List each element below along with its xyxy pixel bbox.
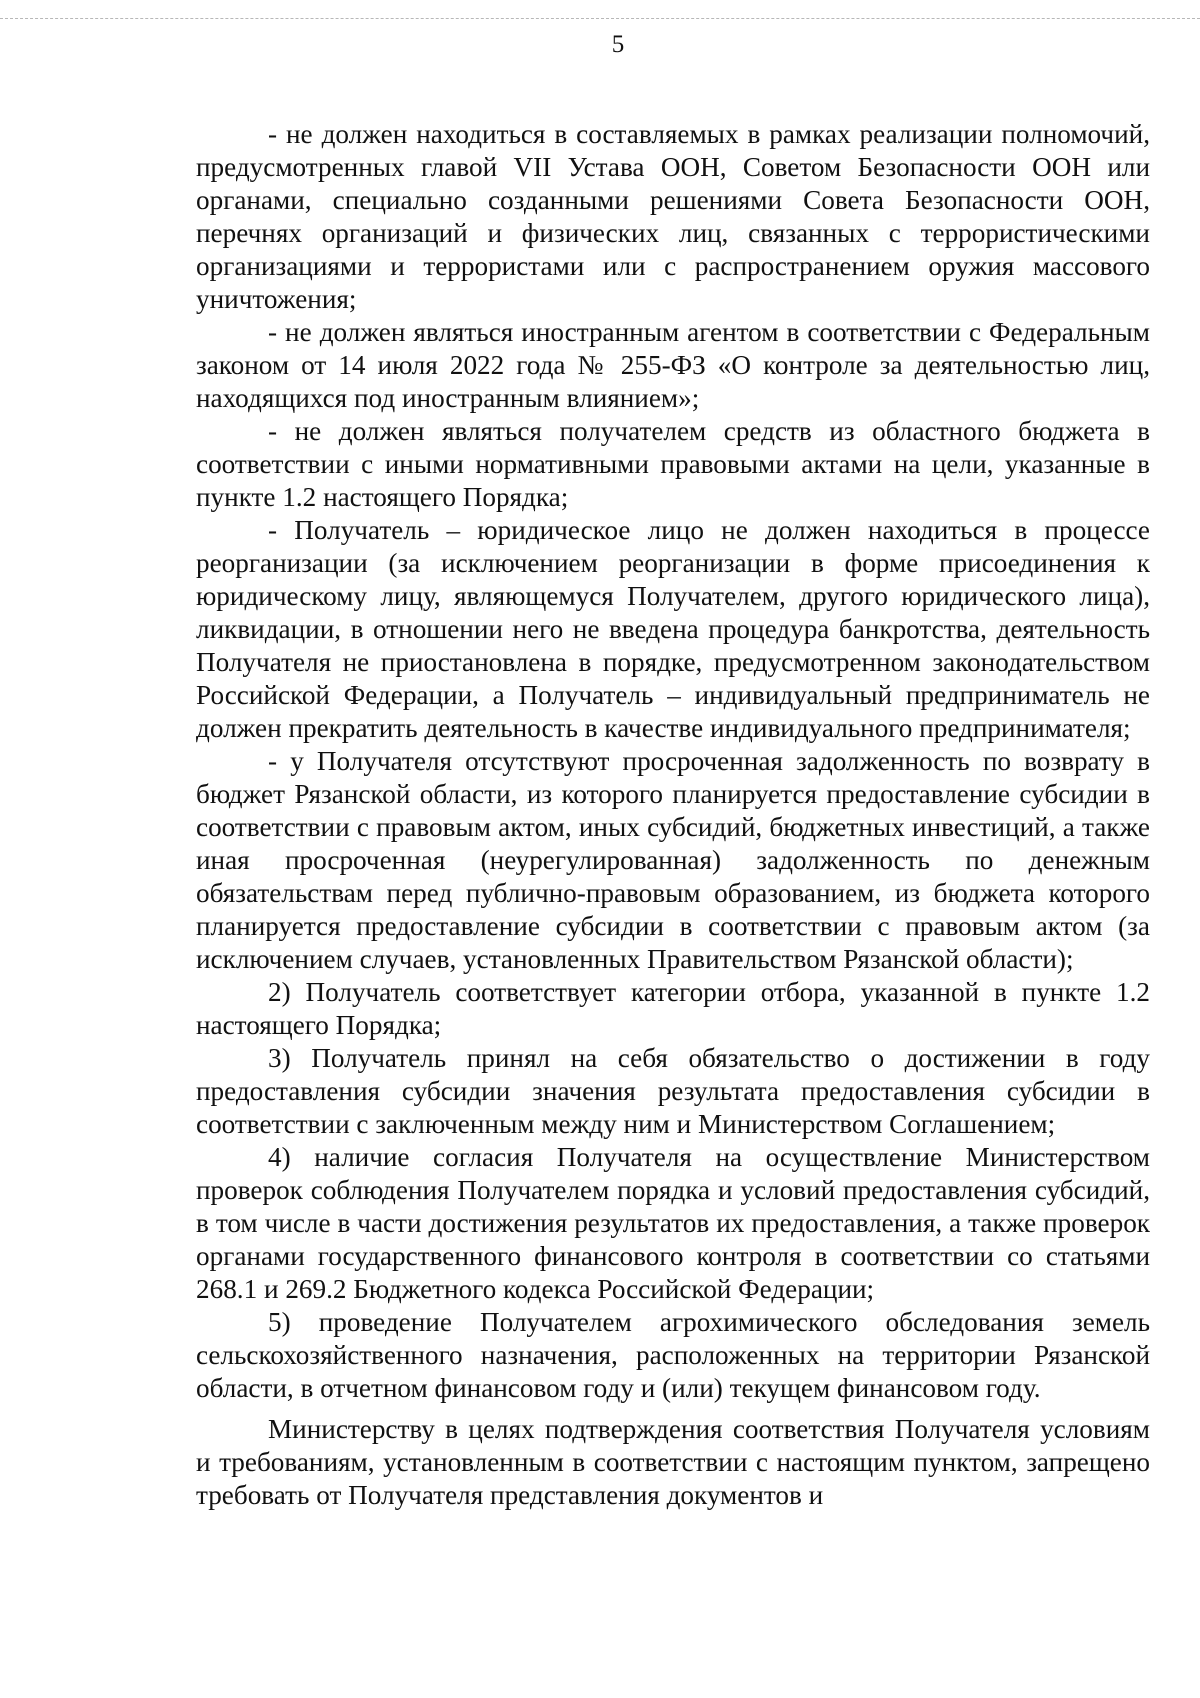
paragraph-other-budget-funds: - не должен являться получателем средств из областного бюджета в соответствии с иными нормативными правовыми актами на цели, указанные в пункте 1.2 настоящего Порядка; [196, 416, 1150, 512]
paragraph-foreign-agent: - не должен являться иностранным агентом в соответствии с Федеральным законом от 14 июля 2022 года № 255-ФЗ «О контроле за деятельностью лиц, находящихся под иностранным влиянием»; [196, 317, 1150, 413]
document-body [196, 118, 1150, 1512]
paragraph-reorganization-liquidation: - Получатель – юридическое лицо не должен находиться в процессе реорганизации (за исключением реорганизации в форме присоединения к юридическому лицу, являющемуся Получателем, другого юридического лица), ликвидации, в отношении него не введена процедура банкротства, деятельность Получателя не приостановлена в порядке, предусмотренном законодательством Российской Федерации, а Получатель – индивидуальный предприниматель не должен прекратить деятельность в качестве индивидуального предпринимателя; [196, 515, 1150, 743]
paragraph-overdue-debt: - у Получателя отсутствуют просроченная задолженность по возврату в бюджет Рязанской области, из которого планируется предоставление субсидии в соответствии с правовым актом, иных субсидий, бюджетных инвестиций, а также иная просроченная (неурегулированная) задолженность по денежным обязательствам перед публично-правовым образованием, из бюджета которого планируется предоставление субсидии в соответствии с правовым актом (за исключением случаев, установленных Правительством Рязанской области); [196, 746, 1150, 974]
paragraph-item-2: 2) Получатель соответствует категории отбора, указанной в пункте 1.2 настоящего Порядка; [196, 977, 1150, 1040]
scan-edge-line [0, 18, 1200, 19]
paragraph-ministry-restriction: Министерству в целях подтверждения соответствия Получателя условиям и требованиям, установленным в соответствии с настоящим пунктом, запрещено требовать от Получателя представления документов и [196, 1414, 1150, 1510]
paragraph-un-sanctions-list: - не должен находиться в составляемых в рамках реализации полномочий, предусмотренных главой VII Устава ООН, Советом Безопасности ООН или органами, специально созданными решениями Совета Безопасности ООН, перечнях организаций и физических лиц, связанных с террористическими организациями и террористами или с распространением оружия массового уничтожения; [196, 119, 1150, 314]
page-number: 5 [611, 31, 625, 58]
paragraph-item-5: 5) проведение Получателем агрохимического обследования земель сельскохозяйственного назначения, расположенных на территории Рязанской области, в отчетном финансовом году и (или) текущем финансовом году. [196, 1307, 1150, 1403]
paragraph-item-3: 3) Получатель принял на себя обязательство о достижении в году предоставления субсидии значения результата предоставления субсидии в соответствии с заключенным между ним и Министерством Соглашением; [196, 1043, 1150, 1139]
paragraph-item-4: 4) наличие согласия Получателя на осуществление Министерством проверок соблюдения Получателем порядка и условий предоставления субсидий, в том числе в части достижения результатов их предоставления, а также проверок органами государственного финансового контроля в соответствии со статьями 268.1 и 269.2 Бюджетного кодекса Российской Федерации; [196, 1142, 1150, 1304]
